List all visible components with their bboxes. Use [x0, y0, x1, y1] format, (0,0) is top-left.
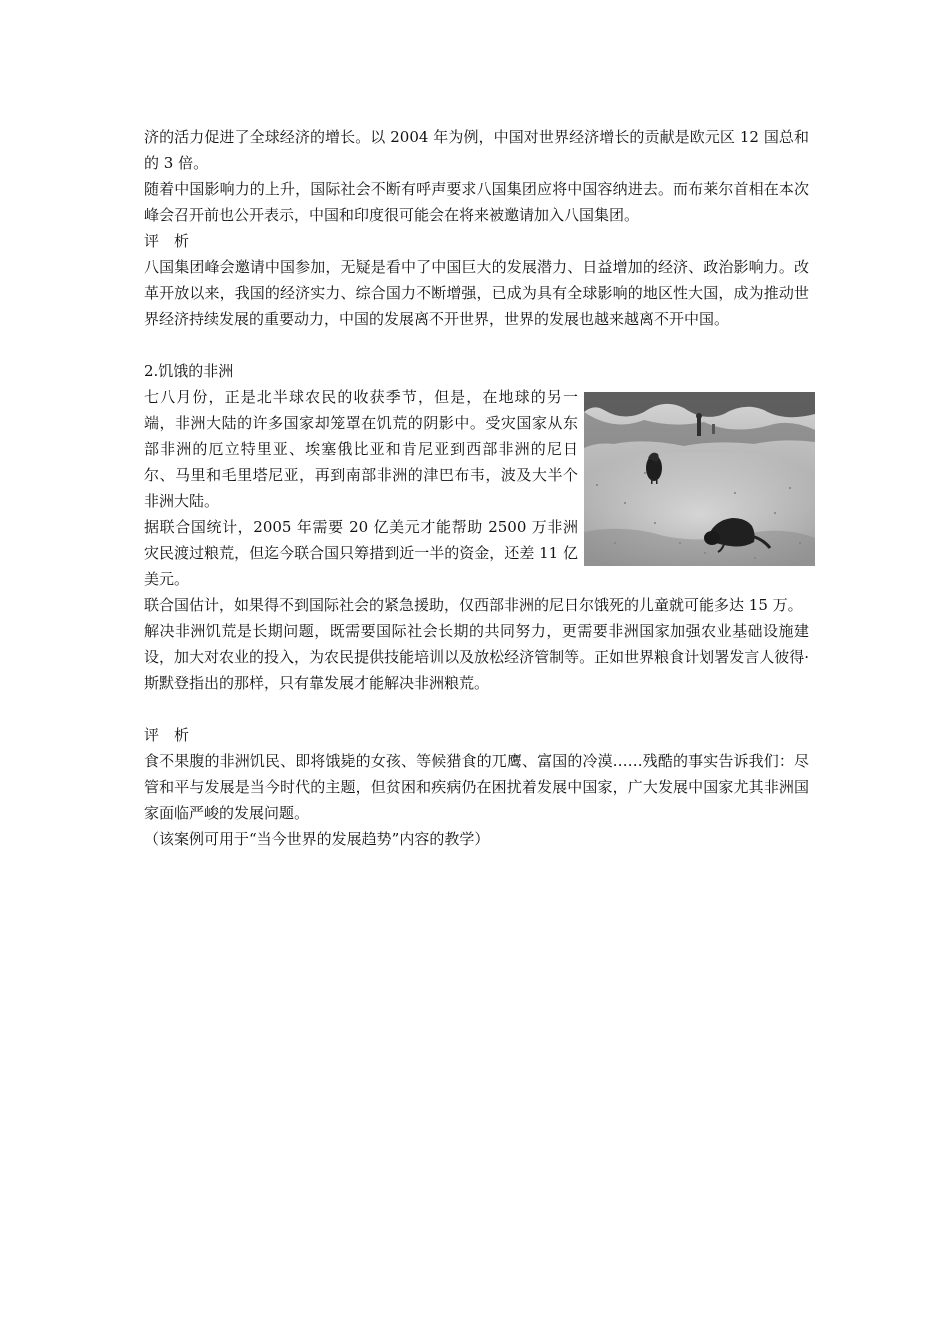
analysis-text: 食不果腹的非洲饥民、即将饿毙的女孩、等候猎食的兀鹰、富国的冷漠……残酷的事实告诉我们：尽管和平与发展是当今时代的主题，但贫困和疾病仍在困扰着发展中国家，广大发展中国家尤其非洲国家面临严峻的发展问题。: [144, 752, 809, 822]
paragraph-un-statistics: 据联合国统计，2005 年需要 20 亿美元才能帮助 2500 万非洲灾民渡过粮荒，但迄今联合国只筹措到近一半的资金，还差 11 亿美元。: [144, 518, 578, 588]
section-title: 2.饥饿的非洲: [144, 362, 234, 380]
spacer: [144, 332, 809, 358]
paragraph-g8-invitation: 随着中国影响力的上升，国际社会不断有呼声要求八国集团应将中国容纳进去。而布莱尔首相在本次峰会召开前也公开表示，中国和印度很可能会在将来被邀请加入八国集团。: [144, 180, 809, 224]
paragraph-solution: 解决非洲饥荒是长期问题，既需要国际社会长期的共同努力，更需要非洲国家加强农业基础设施建设，加大对农业的投入，为农民提供技能培训以及放松经济管制等。正如世界粮食计划署发言人彼得·斯默登指出的那样，只有靠发展才能解决非洲粮荒。: [144, 622, 809, 692]
analysis-label: 评 析: [144, 726, 190, 744]
paragraph-un-estimate: 联合国估计，如果得不到国际社会的紧急援助，仅西部非洲的尼日尔饿死的儿童就可能多达 15 万。: [144, 596, 803, 614]
analysis-label: 评 析: [144, 232, 190, 250]
teaching-note: （该案例可用于“当今世界的发展趋势”内容的教学）: [144, 830, 490, 848]
document-page: [144, 124, 809, 852]
analysis-text: 八国集团峰会邀请中国参加，无疑是看中了中国巨大的发展潜力、日益增加的经济、政治影响力。改革开放以来，我国的经济实力、综合国力不断增强，已成为具有全球影响的地区性大国，成为推动世界经济持续发展的重要动力，中国的发展离不开世界，世界的发展也越来越离不开中国。: [144, 258, 809, 328]
spacer: [144, 696, 809, 722]
paragraph-famine-intro: 七八月份，正是北半球农民的收获季节，但是，在地球的另一端，非洲大陆的许多国家却笼罩在饥荒的阴影中。受灾国家从东部非洲的厄立特里亚、埃塞俄比亚和肯尼亚到西部非洲的尼日尔、马里和毛里塔尼亚，再到南部非洲的津巴布韦，波及大半个非洲大陆。: [144, 388, 578, 510]
paragraph-g8-growth: 济的活力促进了全球经济的增长。以 2004 年为例，中国对世界经济增长的贡献是欧元区 12 国总和的 3 倍。: [144, 128, 809, 172]
famine-photo: [584, 392, 815, 566]
